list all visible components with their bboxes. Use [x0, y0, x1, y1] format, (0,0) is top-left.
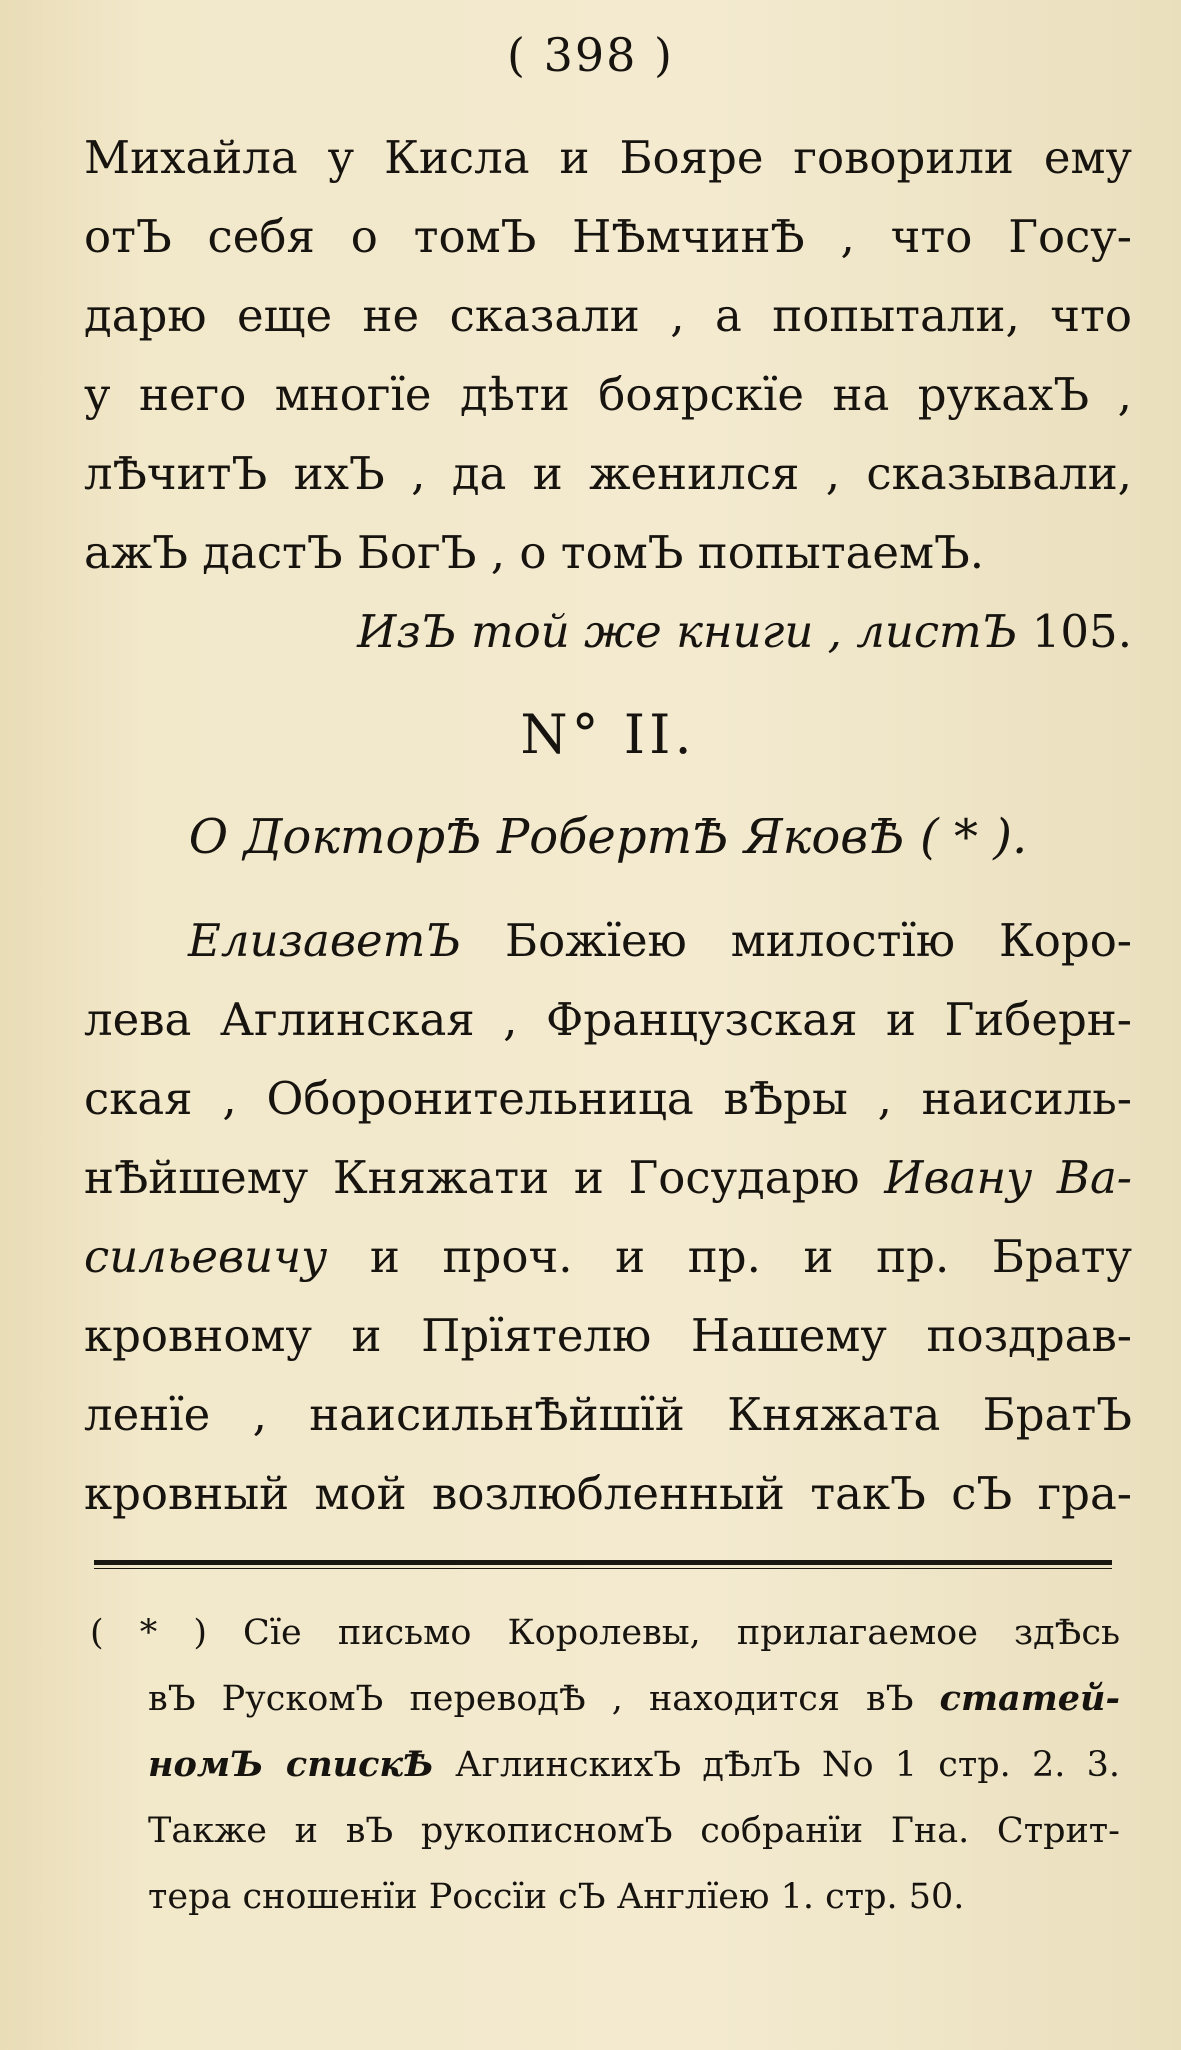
text-line: лѢчитЪ ихЪ , да и женился , сказывали, — [84, 447, 1132, 500]
page-number: ( 398 ) — [507, 28, 674, 82]
text-line: ская , Оборонительница вѢры , наисиль- — [84, 1072, 1132, 1125]
section-title: О ДокторѢ РобертѢ ЯковѢ ( * ). — [188, 809, 1028, 865]
footnote-divider — [94, 1560, 1112, 1569]
text-line: кровному и Прїятелю Нашему поздрав- — [84, 1309, 1132, 1362]
source-reference: ИзЪ той же книги , листЪ 105. — [357, 605, 1132, 658]
footnote — [90, 1600, 1120, 1930]
text-line: лева Аглинская , Французская и Гиберн- — [84, 993, 1132, 1046]
text-line: нѢйшему Княжати и Государю Ивану Ва- — [84, 1151, 1132, 1204]
main-text — [84, 118, 1132, 1533]
text-line: кровный мой возлюбленный такЪ сЪ гра- — [84, 1467, 1132, 1520]
text-line: сильевичу и проч. и пр. и пр. Брату — [84, 1230, 1132, 1283]
text-line: отЪ себя о томЪ НѢмчинѢ , что Госу- — [84, 210, 1132, 263]
section-number: N° II. — [520, 703, 696, 766]
text-line: ажЪ дастЪ БогЪ , о томЪ попытаемЪ. — [84, 526, 985, 579]
footnote-line: тера сношенїи Россїи сЪ Англїею 1. стр. 50. — [148, 1877, 965, 1917]
text-line: у него многїе дѣти боярскїе на рукахЪ , — [84, 368, 1132, 421]
text-line: ленїе , наисильнѢйшїй Княжата БратЪ — [84, 1388, 1132, 1441]
footnote-line: ( * ) Сїе письмо Королевы, прилагаемое здѢсь — [90, 1613, 1120, 1653]
footnote-line: номЪ спискѢ АглинскихЪ дѢлЪ No 1 стр. 2. 3. — [148, 1744, 1120, 1785]
text-line: ЕлизаветЪ Божїею милостїю Коро- — [188, 914, 1132, 967]
text-line: дарю еще не сказали , а попытали, что — [84, 289, 1132, 342]
footnote-line: вЪ РускомЪ переводѢ , находится вЪ статей- — [148, 1678, 1120, 1719]
text-line: Михайла у Кисла и Бояре говорили ему — [84, 131, 1132, 184]
footnote-line: Также и вЪ рукописномЪ собранїи Гна. Стрит- — [148, 1811, 1120, 1851]
